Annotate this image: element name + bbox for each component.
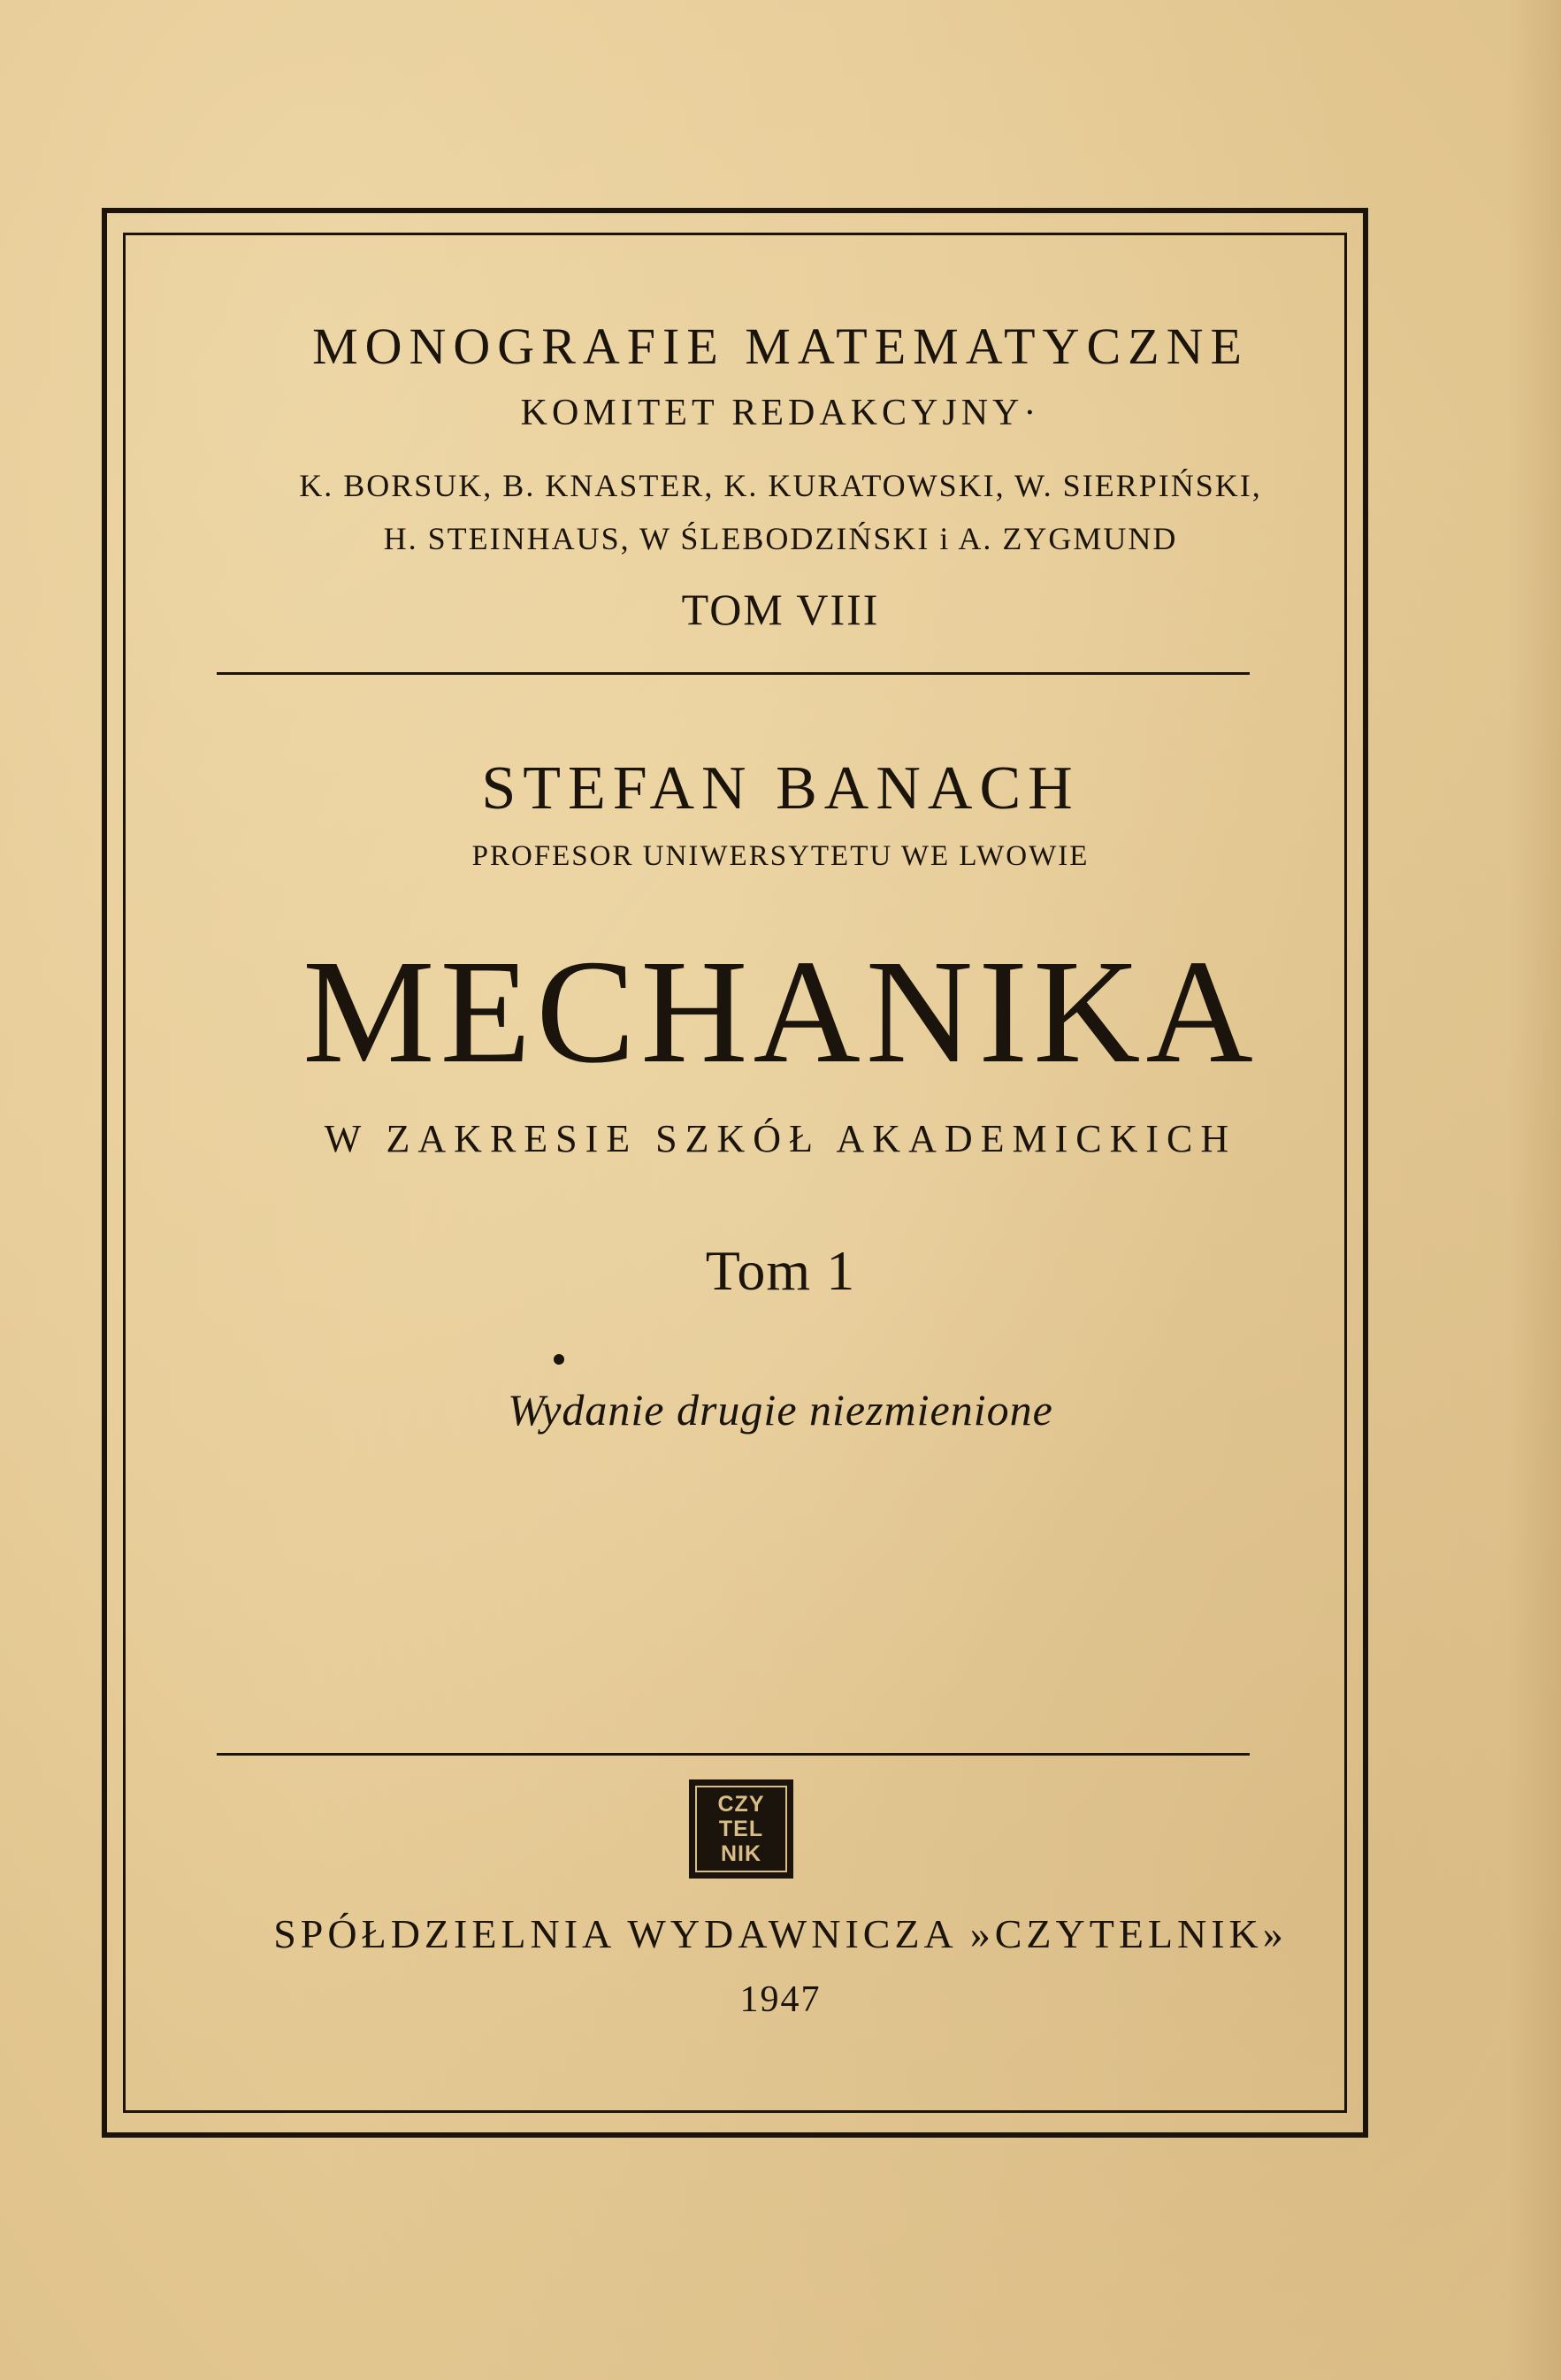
editors-line-2: H. STEINHAUS, W ŚLEBODZIŃSKI i A. ZYGMUND: [383, 521, 1178, 556]
bottom-divider: [217, 1753, 1250, 1756]
edition-note: Wydanie drugie niezmienione: [508, 1385, 1053, 1435]
author-affiliation: PROFESOR UNIWERSYTETU WE LWOWIE: [471, 840, 1090, 872]
top-divider: [217, 672, 1250, 675]
publication-year: 1947: [739, 1979, 822, 2020]
publisher-name: SPÓŁDZIELNIA WYDAWNICZA »CZYTELNIK»: [273, 1911, 1288, 1956]
czytelnik-logo-icon: [689, 1779, 793, 1879]
tome-number: Tom 1: [705, 1239, 856, 1302]
logo-row-1: CZY: [717, 1792, 765, 1817]
editors-line-1: K. BORSUK, B. KNASTER, K. KURATOWSKI, W. SIERPIŃSKI,: [299, 468, 1262, 503]
series-volume: TOM VIII: [681, 585, 880, 634]
series-title: MONOGRAFIE MATEMATYCZNE: [312, 318, 1249, 375]
author-name: STEFAN BANACH: [481, 754, 1080, 823]
logo-row-3: NIK: [720, 1841, 762, 1866]
editorial-committee-label: KOMITET REDAKCYJNY·: [520, 393, 1041, 433]
ornament-dot: [554, 1354, 564, 1365]
book-subtitle: W ZAKRESIE SZKÓŁ AKADEMICKICH: [324, 1117, 1237, 1160]
logo-row-2: TEL: [718, 1817, 764, 1841]
book-title: MECHANIKA: [302, 930, 1259, 1094]
